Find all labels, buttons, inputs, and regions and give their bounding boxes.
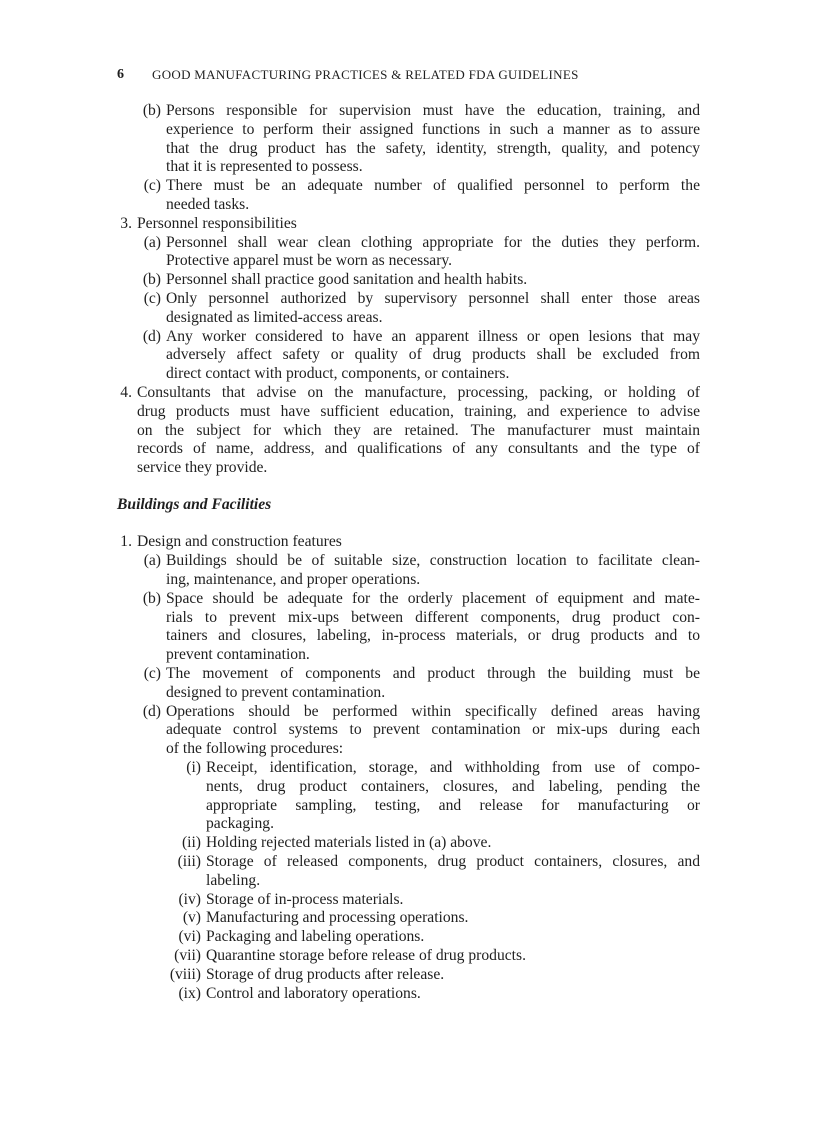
procedure-line: nents, drug product containers, closures, and labeling, pending the (206, 777, 700, 795)
item-3-sub-line: designated as limited-access areas. (166, 308, 383, 326)
item-3-sub-line: Personnel shall practice good sanitation and health habits. (166, 271, 528, 289)
procedure-label: (ii) (181, 834, 201, 852)
item-b-line: that it is represented to possess. (166, 158, 363, 176)
page-number: 6 (117, 67, 125, 82)
item-b-line: Persons responsible for supervision must have the education, training, and (166, 102, 700, 119)
building-sub-label: (d) (142, 702, 161, 720)
item-3-sub-line: Only personnel authorized by supervisory personnel shall enter those areas (166, 290, 700, 307)
procedure-label: (vii) (174, 947, 201, 965)
procedure-line: Storage of drug products after release. (206, 965, 445, 983)
procedure-line: Manufacturing and processing operations. (206, 909, 469, 927)
building-sub-label: (b) (142, 589, 161, 607)
item-3-sub-line: adversely affect safety or quality of drug products shall be excluded from (166, 346, 700, 364)
running-title: GOOD MANUFACTURING PRACTICES & RELATED FDA GUIDELINES (152, 67, 579, 82)
building-sub-line: The movement of components and product through the building must be (166, 665, 700, 683)
procedure-label: (iii) (177, 853, 201, 871)
building-sub-line: adequate control systems to prevent contamination or mix-ups during each (166, 721, 700, 739)
item-4-line: Consultants that advise on the manufacture, processing, packing, or holding of (137, 384, 700, 401)
procedure-line: Storage of in-process materials. (206, 890, 404, 908)
item-b-line: experience to perform their assigned functions in such a manner as to assure (166, 120, 700, 138)
item-3-label: 3. (120, 214, 132, 232)
building-sub-line: of the following procedures: (166, 740, 344, 758)
item-3-sub-line: direct contact with product, components, or containers. (166, 365, 510, 383)
building-sub-line: rials to prevent mix-ups between different components, drug product con- (166, 608, 700, 626)
section-heading: Buildings and Facilities (117, 495, 272, 513)
item-c-label: (c) (143, 177, 161, 195)
procedure-label: (viii) (169, 965, 201, 983)
item-3-sub-label: (a) (143, 233, 161, 251)
item-c-line: needed tasks. (166, 196, 250, 213)
building-sub-line: designed to prevent contamination. (166, 683, 386, 701)
building-sub-line: Operations should be performed within specifically defined areas having (166, 702, 700, 720)
building-sub-label: (c) (143, 665, 161, 683)
procedure-label: (i) (186, 759, 201, 777)
building-sub-line: ing, maintenance, and proper operations. (166, 571, 421, 589)
item-4-label: 4. (120, 384, 132, 401)
procedure-line: Holding rejected materials listed in (a) above. (206, 834, 492, 852)
item-4-line: on the subject for which they are retained. The manufacturer must maintain (137, 421, 700, 439)
building-sub-line: tainers and closures, labeling, in-process materials, or drug products and to (166, 627, 700, 645)
building-item-1-label: 1. (120, 533, 132, 551)
item-4-line: service they provide. (137, 459, 268, 477)
building-sub-line: Space should be adequate for the orderly placement of equipment and mate- (166, 589, 700, 607)
procedure-line: Receipt, identification, storage, and withholding from use of compo- (206, 759, 700, 777)
item-3-text: Personnel responsibilities (137, 214, 297, 232)
running-header (117, 66, 579, 83)
building-item-1-text: Design and construction features (137, 533, 342, 551)
building-sub-label: (a) (143, 552, 161, 570)
item-3-sub-label: (d) (142, 327, 161, 345)
procedure-label: (vi) (178, 928, 201, 946)
building-sub-line: prevent contamination. (166, 646, 310, 664)
procedure-line: packaging. (206, 815, 274, 833)
item-b-label: (b) (142, 102, 161, 119)
procedure-line: labeling. (206, 871, 261, 889)
item-3-sub-line: Protective apparel must be worn as necessary. (166, 252, 453, 270)
procedure-label: (iv) (178, 890, 201, 908)
procedure-line: Storage of released components, drug product containers, closures, and (206, 853, 700, 871)
procedure-line: Packaging and labeling operations. (206, 928, 425, 946)
procedure-line: Quarantine storage before release of drug products. (206, 947, 526, 965)
item-b-line: that the drug product has the safety, identity, strength, quality, and potency (166, 139, 700, 157)
item-3-sub-label: (b) (142, 271, 161, 289)
procedure-label: (ix) (178, 984, 201, 1002)
procedure-line: appropriate sampling, testing, and release for manufacturing or (206, 796, 700, 814)
item-c-line: There must be an adequate number of qualified personnel to perform the (166, 177, 700, 195)
procedure-line: Control and laboratory operations. (206, 984, 421, 1002)
item-3-sub-label: (c) (143, 290, 161, 307)
procedure-label: (v) (182, 909, 201, 927)
building-sub-line: Buildings should be of suitable size, construction location to facilitate clean- (166, 552, 700, 570)
item-4-line: drug products must have sufficient education, training, and experience to advise (137, 402, 700, 420)
item-4-line: records of name, address, and qualifications of any consultants and the type of (137, 440, 700, 458)
item-3-sub-line: Any worker considered to have an apparent illness or open lesions that may (166, 327, 700, 345)
item-3-sub-line: Personnel shall wear clean clothing appropriate for the duties they perform. (166, 233, 700, 251)
